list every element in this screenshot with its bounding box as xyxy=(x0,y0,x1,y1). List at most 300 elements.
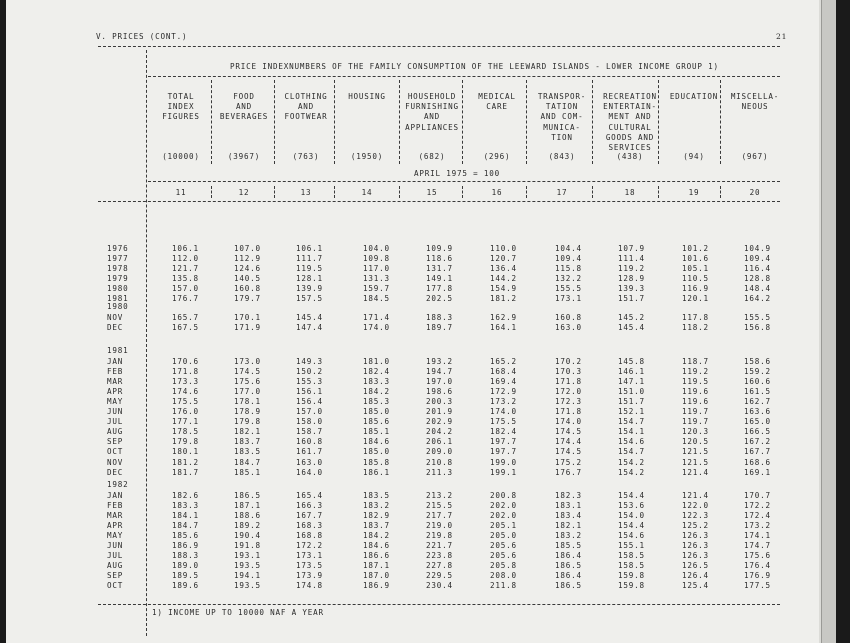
column-weight: (94) xyxy=(683,152,705,161)
table-cell: 194.7 xyxy=(426,367,453,377)
table-cell: 173.9 xyxy=(296,571,323,581)
row-label: MAY xyxy=(107,397,124,407)
column-weight: (843) xyxy=(548,152,576,161)
table-cell: 154.9 xyxy=(490,284,517,294)
table-cell: 221.7 xyxy=(426,541,453,551)
footnote: 1) INCOME UP TO 10000 NAF A YEAR xyxy=(152,608,324,617)
top-rule xyxy=(98,46,780,47)
table-cell: 215.5 xyxy=(426,501,453,511)
table-cell: 200.3 xyxy=(426,397,453,407)
group-heading: 1982 xyxy=(107,480,129,489)
table-cell: 115.8 xyxy=(555,264,582,274)
table-cell: 155.3 xyxy=(296,377,323,387)
row-label: 1981 xyxy=(107,294,129,304)
row-label: SEP xyxy=(107,571,124,581)
table-cell: 169.4 xyxy=(490,377,517,387)
table-cell: 155.5 xyxy=(744,313,771,322)
table-cell: 147.4 xyxy=(296,323,323,333)
table-cell: 199.0 xyxy=(490,457,517,467)
column-number: 17 xyxy=(556,188,568,197)
column-header-label: MENT AND xyxy=(608,112,652,122)
table-cell: 156.4 xyxy=(296,397,323,407)
table-cell: 189.2 xyxy=(234,521,261,531)
numbers-rule xyxy=(98,201,780,202)
table-cell: 157.5 xyxy=(296,294,323,304)
table-cell: 119.7 xyxy=(682,417,709,427)
table-cell: 187.0 xyxy=(363,571,390,581)
column-divider xyxy=(592,186,593,198)
row-label: NOV xyxy=(107,457,124,467)
table-cell: 154.6 xyxy=(618,531,645,541)
column-header-label: TATION xyxy=(545,102,579,112)
table-cell: 167.7 xyxy=(296,511,323,521)
table-cell: 176.7 xyxy=(172,294,199,304)
table-cell: 110.0 xyxy=(490,244,517,253)
base-note: APRIL 1975 = 100 xyxy=(414,169,500,178)
table-cell: 185.8 xyxy=(363,457,390,467)
column-header-label: FIGURES xyxy=(162,112,200,122)
table-cell: 181.2 xyxy=(490,294,517,304)
table-cell: 230.4 xyxy=(426,581,453,591)
table-cell: 151.7 xyxy=(618,397,645,407)
table-cell: 104.9 xyxy=(744,244,771,253)
table-cell: 121.4 xyxy=(682,467,709,477)
table-cell: 168.4 xyxy=(490,367,517,377)
column-weight: (1950) xyxy=(350,152,384,161)
table-cell: 229.5 xyxy=(426,571,453,581)
table-cell: 119.5 xyxy=(682,377,709,387)
table-cell: 182.6 xyxy=(172,491,199,500)
table-cell: 173.2 xyxy=(490,397,517,407)
table-cell: 161.7 xyxy=(296,447,323,457)
table-cell: 202.5 xyxy=(426,294,453,304)
table-cell: 101.6 xyxy=(682,254,709,264)
table-cell: 179.8 xyxy=(234,417,261,427)
table-cell: 160.8 xyxy=(234,284,261,294)
table-cell: 119.2 xyxy=(682,367,709,377)
table-cell: 183.2 xyxy=(363,501,390,511)
table-cell: 175.6 xyxy=(744,551,771,561)
column-number: 20 xyxy=(749,188,761,197)
table-cell: 205.6 xyxy=(490,551,517,561)
table-cell: 110.5 xyxy=(682,274,709,284)
table-cell: 145.8 xyxy=(618,357,645,366)
table-cell: 107.0 xyxy=(234,244,261,253)
row-label: OCT xyxy=(107,581,124,591)
table-cell: 185.0 xyxy=(363,407,390,417)
header-rule xyxy=(148,181,780,182)
table-cell: 139.9 xyxy=(296,284,323,294)
table-cell: 164.2 xyxy=(744,294,771,304)
table-cell: 173.2 xyxy=(744,521,771,531)
table-cell: 153.6 xyxy=(618,501,645,511)
table-cell: 120.5 xyxy=(682,437,709,447)
table-cell: 162.7 xyxy=(744,397,771,407)
column-header-label: HOUSEHOLD xyxy=(407,92,457,101)
table-cell: 154.6 xyxy=(618,437,645,447)
table-cell: 173.1 xyxy=(555,294,582,304)
column-divider xyxy=(658,186,659,198)
table-cell: 183.5 xyxy=(234,447,261,457)
table-cell: 159.2 xyxy=(744,367,771,377)
table-cell: 202.9 xyxy=(426,417,453,427)
table-cell: 128.9 xyxy=(618,274,645,284)
table-cell: 159.8 xyxy=(618,581,645,591)
table-cell: 156.8 xyxy=(744,323,771,333)
table-cell: 161.5 xyxy=(744,387,771,397)
table-cell: 175.5 xyxy=(490,417,517,427)
table-cell: 166.5 xyxy=(744,427,771,437)
table-cell: 176.7 xyxy=(555,467,582,477)
table-cell: 181.0 xyxy=(363,357,390,366)
table-cell: 184.6 xyxy=(363,437,390,447)
table-cell: 202.0 xyxy=(490,511,517,521)
table-cell: 149.1 xyxy=(426,274,453,284)
table-cell: 172.3 xyxy=(555,397,582,407)
table-cell: 106.1 xyxy=(172,244,199,253)
table-cell: 186.6 xyxy=(363,551,390,561)
table-cell: 173.1 xyxy=(296,551,323,561)
table-cell: 185.3 xyxy=(363,397,390,407)
table-cell: 111.7 xyxy=(296,254,323,264)
table-cell: 154.7 xyxy=(618,447,645,457)
table-cell: 160.6 xyxy=(744,377,771,387)
column-divider xyxy=(592,80,593,164)
table-cell: 128.8 xyxy=(744,274,771,284)
table-cell: 179.7 xyxy=(234,294,261,304)
table-cell: 174.0 xyxy=(490,407,517,417)
table-cell: 158.7 xyxy=(296,427,323,437)
table-cell: 109.9 xyxy=(426,244,453,253)
row-label: APR xyxy=(107,521,124,531)
table-cell: 145.2 xyxy=(618,313,645,322)
column-number: 12 xyxy=(238,188,250,197)
table-cell: 182.3 xyxy=(555,491,582,500)
table-cell: 200.8 xyxy=(490,491,517,500)
row-label: 1979 xyxy=(107,274,129,284)
table-cell: 185.1 xyxy=(234,467,261,477)
table-cell: 119.6 xyxy=(682,397,709,407)
column-divider xyxy=(462,80,463,164)
group-heading: 1980 xyxy=(107,302,129,311)
table-cell: 180.1 xyxy=(172,447,199,457)
table-cell: 175.5 xyxy=(172,397,199,407)
row-label: DEC xyxy=(107,323,124,333)
row-label: JAN xyxy=(107,491,124,500)
table-cell: 163.0 xyxy=(555,323,582,333)
table-cell: 181.7 xyxy=(172,467,199,477)
table-cell: 122.3 xyxy=(682,511,709,521)
table-cell: 145.4 xyxy=(296,313,323,322)
table-cell: 173.5 xyxy=(296,561,323,571)
table-cell: 154.2 xyxy=(618,467,645,477)
column-header-label: AND xyxy=(235,102,253,112)
stub-divider xyxy=(146,50,147,636)
column-header-label: HOUSING xyxy=(348,92,386,101)
table-cell: 104.4 xyxy=(555,244,582,253)
table-cell: 121.7 xyxy=(172,264,199,274)
table-cell: 155.1 xyxy=(618,541,645,551)
table-cell: 204.2 xyxy=(426,427,453,437)
column-header-label: CULTURAL xyxy=(608,122,652,132)
table-cell: 116.9 xyxy=(682,284,709,294)
table-cell: 109.4 xyxy=(744,254,771,264)
table-cell: 106.1 xyxy=(296,244,323,253)
table-cell: 154.4 xyxy=(618,521,645,531)
table-cell: 186.5 xyxy=(234,491,261,500)
table-cell: 167.2 xyxy=(744,437,771,447)
table-cell: 165.7 xyxy=(172,313,199,322)
table-cell: 121.5 xyxy=(682,457,709,467)
table-cell: 185.6 xyxy=(363,417,390,427)
table-cell: 125.4 xyxy=(682,581,709,591)
bottom-rule xyxy=(98,604,780,605)
table-cell: 172.2 xyxy=(744,501,771,511)
table-cell: 151.7 xyxy=(618,294,645,304)
table-cell: 182.1 xyxy=(555,521,582,531)
table-cell: 183.3 xyxy=(172,501,199,511)
table-cell: 112.9 xyxy=(234,254,261,264)
column-divider xyxy=(399,186,400,198)
row-label: FEB xyxy=(107,501,124,511)
row-label: MAR xyxy=(107,377,124,387)
column-header-label: AND COM- xyxy=(540,112,584,122)
table-cell: 160.8 xyxy=(555,313,582,322)
table-cell: 104.0 xyxy=(363,244,390,253)
table-cell: 199.1 xyxy=(490,467,517,477)
table-cell: 118.2 xyxy=(682,323,709,333)
column-header-label: ENTERTAIN- xyxy=(603,102,657,112)
table-cell: 177.8 xyxy=(426,284,453,294)
table-cell: 205.0 xyxy=(490,531,517,541)
table-cell: 164.1 xyxy=(490,323,517,333)
table-cell: 105.1 xyxy=(682,264,709,274)
column-header-label: MUNICA- xyxy=(543,122,581,132)
table-cell: 181.2 xyxy=(172,457,199,467)
table-cell: 201.9 xyxy=(426,407,453,417)
table-cell: 197.0 xyxy=(426,377,453,387)
table-cell: 182.4 xyxy=(363,367,390,377)
column-weight: (3967) xyxy=(227,152,261,161)
row-label: MAY xyxy=(107,531,124,541)
row-label: DEC xyxy=(107,467,124,477)
column-divider xyxy=(274,80,275,164)
table-cell: 189.7 xyxy=(426,323,453,333)
table-cell: 131.3 xyxy=(363,274,390,284)
row-label: OCT xyxy=(107,447,124,457)
table-cell: 193.5 xyxy=(234,561,261,571)
column-weight: (438) xyxy=(616,152,644,161)
table-cell: 176.9 xyxy=(744,571,771,581)
table-cell: 208.0 xyxy=(490,571,517,581)
table-cell: 169.1 xyxy=(744,467,771,477)
table-cell: 120.3 xyxy=(682,427,709,437)
table-cell: 183.2 xyxy=(555,531,582,541)
table-cell: 112.0 xyxy=(172,254,199,264)
table-cell: 183.3 xyxy=(363,377,390,387)
table-cell: 174.1 xyxy=(744,531,771,541)
table-cell: 172.9 xyxy=(490,387,517,397)
table-cell: 185.6 xyxy=(172,531,199,541)
column-header-label: INDEX xyxy=(167,102,195,112)
table-cell: 154.2 xyxy=(618,457,645,467)
row-label: SEP xyxy=(107,437,124,447)
table-cell: 172.0 xyxy=(555,387,582,397)
column-divider xyxy=(211,80,212,164)
table-cell: 154.4 xyxy=(618,491,645,500)
table-cell: 186.4 xyxy=(555,551,582,561)
column-header-label: TION xyxy=(551,132,573,142)
table-cell: 175.2 xyxy=(555,457,582,467)
table-cell: 186.9 xyxy=(363,581,390,591)
row-label: 1976 xyxy=(107,244,129,253)
table-cell: 189.5 xyxy=(172,571,199,581)
table-cell: 158.6 xyxy=(744,357,771,366)
table-cell: 167.7 xyxy=(744,447,771,457)
table-cell: 191.8 xyxy=(234,541,261,551)
column-header-label: NEOUS xyxy=(741,102,769,112)
table-cell: 178.9 xyxy=(234,407,261,417)
table-cell: 165.4 xyxy=(296,491,323,500)
table-cell: 174.7 xyxy=(744,541,771,551)
table-cell: 171.4 xyxy=(363,313,390,322)
row-label: JAN xyxy=(107,357,124,366)
table-cell: 168.8 xyxy=(296,531,323,541)
table-cell: 172.4 xyxy=(744,511,771,521)
table-cell: 154.1 xyxy=(618,427,645,437)
table-cell: 194.1 xyxy=(234,571,261,581)
column-header-label: RECREATION xyxy=(603,92,657,101)
row-label: 1978 xyxy=(107,264,129,274)
table-cell: 170.1 xyxy=(234,313,261,322)
table-cell: 184.5 xyxy=(363,294,390,304)
table-cell: 183.1 xyxy=(555,501,582,511)
column-divider xyxy=(462,186,463,198)
table-title: PRICE INDEXNUMBERS OF THE FAMILY CONSUMPTION OF THE LEEWARD ISLANDS - LOWER INCOME GROUP 1) xyxy=(230,62,719,71)
table-cell: 184.1 xyxy=(172,511,199,521)
table-cell: 219.8 xyxy=(426,531,453,541)
column-number: 11 xyxy=(175,188,187,197)
table-cell: 149.3 xyxy=(296,357,323,366)
table-cell: 107.9 xyxy=(618,244,645,253)
table-cell: 186.5 xyxy=(555,561,582,571)
table-cell: 174.0 xyxy=(555,417,582,427)
table-cell: 126.5 xyxy=(682,561,709,571)
table-cell: 120.7 xyxy=(490,254,517,264)
table-cell: 109.4 xyxy=(555,254,582,264)
column-divider xyxy=(274,186,275,198)
table-cell: 177.1 xyxy=(172,417,199,427)
row-label: AUG xyxy=(107,561,124,571)
table-cell: 174.6 xyxy=(172,387,199,397)
table-cell: 223.8 xyxy=(426,551,453,561)
table-cell: 174.8 xyxy=(296,581,323,591)
table-cell: 158.0 xyxy=(296,417,323,427)
table-cell: 150.2 xyxy=(296,367,323,377)
column-header-label: GOODS AND xyxy=(605,132,655,142)
table-cell: 176.0 xyxy=(172,407,199,417)
table-cell: 117.0 xyxy=(363,264,390,274)
table-cell: 213.2 xyxy=(426,491,453,500)
table-cell: 176.4 xyxy=(744,561,771,571)
table-cell: 135.8 xyxy=(172,274,199,284)
column-header-label: MEDICAL xyxy=(478,92,516,101)
table-cell: 175.6 xyxy=(234,377,261,387)
column-divider xyxy=(399,80,400,164)
table-cell: 206.1 xyxy=(426,437,453,447)
table-cell: 205.6 xyxy=(490,541,517,551)
table-cell: 183.4 xyxy=(555,511,582,521)
table-cell: 121.4 xyxy=(682,491,709,500)
column-header-label: APPLIANCES xyxy=(405,122,459,132)
table-cell: 205.8 xyxy=(490,561,517,571)
table-cell: 136.4 xyxy=(490,264,517,274)
column-header-label: MISCELLA- xyxy=(730,92,780,101)
table-cell: 168.6 xyxy=(744,457,771,467)
column-weight: (763) xyxy=(292,152,320,161)
table-cell: 116.4 xyxy=(744,264,771,274)
row-label: MAR xyxy=(107,511,124,521)
table-cell: 185.0 xyxy=(363,447,390,457)
table-cell: 174.5 xyxy=(555,427,582,437)
table-cell: 185.5 xyxy=(555,541,582,551)
table-cell: 162.9 xyxy=(490,313,517,322)
table-cell: 190.4 xyxy=(234,531,261,541)
table-cell: 173.3 xyxy=(172,377,199,387)
row-label: AUG xyxy=(107,427,124,437)
table-cell: 171.9 xyxy=(234,323,261,333)
table-cell: 184.2 xyxy=(363,387,390,397)
table-cell: 177.0 xyxy=(234,387,261,397)
table-cell: 168.3 xyxy=(296,521,323,531)
table-cell: 170.7 xyxy=(744,491,771,500)
group-heading: 1981 xyxy=(107,346,129,355)
table-cell: 118.6 xyxy=(426,254,453,264)
table-cell: 154.0 xyxy=(618,511,645,521)
table-cell: 205.1 xyxy=(490,521,517,531)
table-cell: 173.0 xyxy=(234,357,261,366)
table-cell: 122.0 xyxy=(682,501,709,511)
table-cell: 197.7 xyxy=(490,447,517,457)
table-cell: 119.5 xyxy=(296,264,323,274)
table-cell: 186.4 xyxy=(555,571,582,581)
table-cell: 198.6 xyxy=(426,387,453,397)
table-cell: 155.5 xyxy=(555,284,582,294)
row-label: 1977 xyxy=(107,254,129,264)
table-cell: 111.4 xyxy=(618,254,645,264)
table-cell: 188.3 xyxy=(172,551,199,561)
table-cell: 184.7 xyxy=(234,457,261,467)
table-cell: 186.5 xyxy=(555,581,582,591)
table-cell: 163.6 xyxy=(744,407,771,417)
table-cell: 183.7 xyxy=(234,437,261,447)
table-cell: 185.1 xyxy=(363,427,390,437)
table-cell: 164.0 xyxy=(296,467,323,477)
table-cell: 126.3 xyxy=(682,541,709,551)
table-cell: 182.1 xyxy=(234,427,261,437)
table-cell: 182.4 xyxy=(490,427,517,437)
row-label: APR xyxy=(107,387,124,397)
column-divider xyxy=(211,186,212,198)
table-cell: 171.8 xyxy=(555,407,582,417)
column-divider xyxy=(334,186,335,198)
table-cell: 156.1 xyxy=(296,387,323,397)
table-cell: 166.3 xyxy=(296,501,323,511)
row-label: JUN xyxy=(107,407,124,417)
table-cell: 126.3 xyxy=(682,531,709,541)
row-label: NOV xyxy=(107,313,124,322)
column-number: 14 xyxy=(361,188,373,197)
